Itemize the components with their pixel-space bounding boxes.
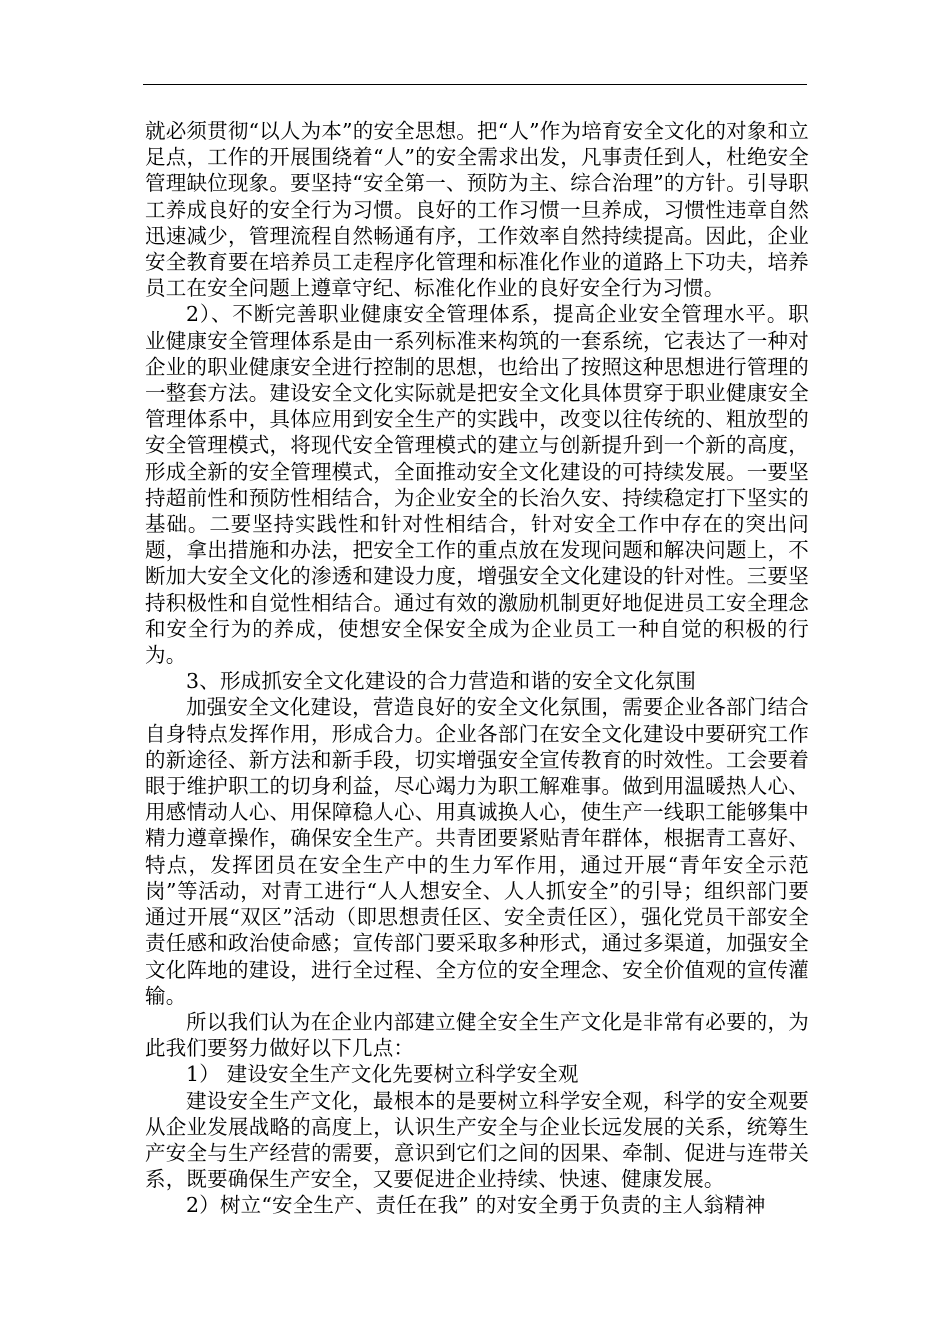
paragraph-7: 建设安全生产文化，最根本的是要树立科学安全观，科学的安全观要从企业发展战略的高度上，认识生产安全与企业长远发展的关系，统筹生产安全与生产经营的需要，意识到它们之间的因果、牵制、促进与连带关系，既要确保生产安全，又要促进企业持续、快速、健康发展。: [145, 1088, 809, 1192]
list-heading-2: 2）树立“安全生产、责任在我” 的对安全勇于负责的主人翁精神: [186, 1193, 766, 1218]
paragraph-1: 就必须贯彻“以人为本”的安全思想。把“人”作为培育安全文化的对象和立足点，工作的开展围绕着“人”的安全需求出发，凡事责任到人，杜绝安全管理缺位现象。要坚持“安全第一、预防为主、综合治理”的方针。引导职工养成良好的安全行为习惯。良好的工作习惯一旦养成，习惯性违章自然迅速减少，管理流程自然畅通有序，工作效率自然持续提高。因此，企业安全教育要在培养员工走程序化管理和标准化作业的道路上下功夫，培养员工在安全问题上遵章守纪、标准化作业的良好安全行为习惯。: [145, 119, 809, 301]
paragraph-4: 加强安全文化建设，营造良好的安全文化氛围，需要企业各部门结合自身特点发挥作用，形成合力。企业各部门在安全文化建设中要研究工作的新途径、新方法和新手段，切实增强安全宣传教育的时效性。工会要着眼于维护职工的切身利益，尽心竭力为职工解难事。做到用温暖热人心、用感情动人心、用保障稳人心、用真诚换人心，使生产一线职工能够集中精力遵章操作，确保安全生产。共青团要紧贴青年群体，根据青工喜好、特点，发挥团员在安全生产中的生力军作用，通过开展“青年安全示范岗”等活动，对青工进行“人人想安全、人人抓安全”的引导；组织部门要通过开展“双区”活动（即思想责任区、安全责任区），强化党员干部安全责任感和政治使命感；宣传部门要采取多种形式，通过多渠道，加强安全文化阵地的建设，进行全过程、全方位的安全理念、安全价值观的宣传灌输。: [145, 695, 809, 1008]
paragraph-2: 2）、不断完善职业健康安全管理体系，提高企业安全管理水平。职业健康安全管理体系是由一系列标准来构筑的一套系统，它表达了一种对企业的职业健康安全进行控制的思想，也给出了按照这种思想进行管理的一整套方法。建设安全文化实际就是把安全文化具体贯穿于职业健康安全管理体系中，具体应用到安全生产的实践中，改变以往传统的、粗放型的安全管理模式，将现代安全管理模式的建立与创新提升到一个新的高度，形成全新的安全管理模式，全面推动安全文化建设的可持续发展。一要坚持超前性和预防性相结合，为企业安全的长治久安、持续稳定打下坚实的基础。二要坚持实践性和针对性相结合，针对安全工作中存在的突出问题，拿出措施和办法，把安全工作的重点放在发现问题和解决问题上，不断加大安全文化的渗透和建设力度，增强安全文化建设的针对性。三要坚持积极性和自觉性相结合。通过有效的激励机制更好地促进员工安全理念和安全行为的养成，使想安全保安全成为企业员工一种自觉的积极的行为。: [145, 302, 809, 668]
paragraph-5: 所以我们认为在企业内部建立健全安全生产文化是非常有必要的，为此我们要努力做好以下几点：: [145, 1009, 809, 1061]
document-body: [145, 118, 809, 1219]
list-heading-1: 1） 建设安全生产文化先要树立科学安全观: [186, 1062, 579, 1087]
header-rule: [143, 84, 807, 85]
section-heading-3: 3、形成抓安全文化建设的合力营造和谐的安全文化氛围: [186, 669, 697, 694]
